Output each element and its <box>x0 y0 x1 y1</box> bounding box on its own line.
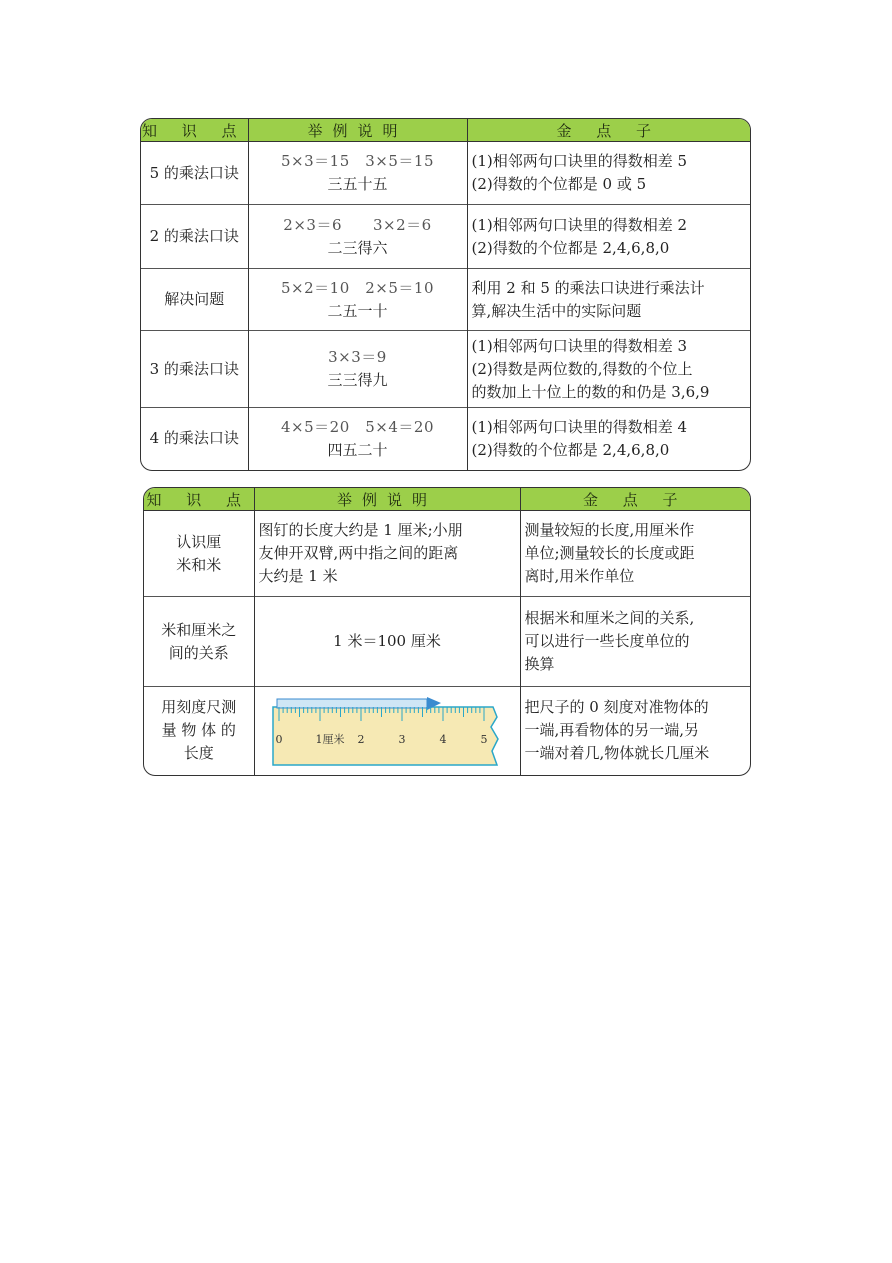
row-tips <box>520 511 750 597</box>
row-tips <box>467 331 750 408</box>
row-tips <box>467 269 750 331</box>
ruler-illustration <box>259 693 516 769</box>
example-line: 友伸开双臂,两中指之间的距离 <box>258 544 459 562</box>
tip-line: 把尺子的 0 刻度对准物体的 <box>524 698 709 717</box>
example-rhyme: 二五一十 <box>327 301 388 320</box>
example-rhyme: 四五二十 <box>327 440 388 459</box>
tip-line: 根据米和厘米之间的关系, <box>524 609 695 627</box>
ruler-label: 4 <box>439 732 447 746</box>
row-tips <box>520 687 750 775</box>
ruler-body <box>273 707 498 765</box>
row-example <box>254 597 520 687</box>
table-row <box>144 687 750 775</box>
topic-line: 米和厘米之 <box>161 620 237 639</box>
ruler-label: 0 <box>275 732 283 746</box>
header-example: 举例说明 <box>248 119 467 142</box>
row-tips <box>467 408 750 470</box>
topic-line: 米和米 <box>176 555 222 574</box>
table-row <box>141 142 750 205</box>
example-line: 1 米＝100 厘米 <box>333 632 441 650</box>
row-tips <box>520 597 750 687</box>
ruler-label: 3 <box>398 732 406 746</box>
tip-line: (1)相邻两句口诀里的得数相差 3 <box>471 336 688 355</box>
table-row <box>141 269 750 331</box>
example-rhyme: 三五十五 <box>327 175 388 193</box>
table-row <box>141 205 750 269</box>
topic-line: 量 物 体 的 <box>161 721 236 740</box>
tip-line: 可以进行一些长度单位的 <box>524 632 690 650</box>
row-topic: 2 的乘法口诀 <box>141 205 248 269</box>
tip-line: 一端,再看物体的另一端,另 <box>524 721 700 740</box>
row-topic <box>144 511 254 597</box>
example-formula: 2×3＝6 3×2＝6 <box>283 215 432 234</box>
row-example <box>248 205 467 269</box>
tip-line: 一端对着几,物体就长几厘米 <box>524 744 710 763</box>
example-formula: 5×3＝15 3×5＝15 <box>281 152 434 170</box>
ruler-diagram <box>271 693 503 769</box>
row-example <box>248 142 467 205</box>
example-formula: 5×2＝10 2×5＝10 <box>281 278 434 297</box>
tip-line: (2)得数的个位都是 2,4,6,8,0 <box>471 238 670 257</box>
row-example <box>248 408 467 470</box>
table-row <box>144 511 750 597</box>
example-rhyme: 三三得九 <box>327 371 388 389</box>
multiplication-table <box>140 118 751 471</box>
ruler-label: 2 <box>357 732 365 746</box>
table-row <box>141 408 750 470</box>
row-topic: 解决问题 <box>141 269 248 331</box>
length-units-table <box>143 487 751 776</box>
nail-shaft <box>277 699 427 708</box>
example-line: 图钉的长度大约是 1 厘米;小朋 <box>258 521 463 539</box>
row-example <box>254 687 520 775</box>
tip-line: (1)相邻两句口诀里的得数相差 4 <box>471 417 688 436</box>
tip-line: 单位;测量较长的长度或距 <box>524 544 695 562</box>
tip-line: 测量较短的长度,用厘米作 <box>524 521 695 539</box>
tip-line: 算,解决生活中的实际问题 <box>471 301 642 320</box>
ruler-label: 5 <box>480 732 488 746</box>
header-topic: 知 识 点 <box>144 488 254 511</box>
header-tips: 金 点 子 <box>520 488 750 511</box>
example-formula: 3×3＝9 <box>328 348 387 366</box>
row-topic: 5 的乘法口诀 <box>149 163 239 182</box>
tip-line: 的数加上十位上的数的和仍是 3,6,9 <box>471 382 710 401</box>
row-topic: 4 的乘法口诀 <box>141 408 248 470</box>
example-formula: 4×5＝20 5×4＝20 <box>281 417 434 436</box>
table-row <box>141 331 750 408</box>
ruler-label: 1厘米 <box>315 732 345 746</box>
row-example <box>248 331 467 408</box>
tip-line: 换算 <box>524 655 555 673</box>
header-example: 举例说明 <box>254 488 520 511</box>
row-topic: 3 的乘法口诀 <box>141 331 248 408</box>
row-example <box>248 269 467 331</box>
table-row <box>144 597 750 687</box>
header-topic: 知 识 点 <box>141 119 248 142</box>
tip-line: (2)得数的个位都是 0 或 5 <box>471 175 647 193</box>
example-line: 大约是 1 米 <box>258 567 338 585</box>
tip-line: 离时,用米作单位 <box>524 567 635 585</box>
row-tips <box>467 142 750 205</box>
example-rhyme: 二三得六 <box>327 238 388 257</box>
row-topic <box>144 687 254 775</box>
tip-line: 利用 2 和 5 的乘法口诀进行乘法计 <box>471 278 705 297</box>
topic-line: 认识厘 <box>176 532 222 551</box>
row-example <box>254 511 520 597</box>
tip-line: (2)得数是两位数的,得数的个位上 <box>471 359 693 378</box>
topic-line: 间的关系 <box>168 643 229 662</box>
tip-line: (1)相邻两句口诀里的得数相差 2 <box>471 215 688 234</box>
topic-line: 用刻度尺测 <box>161 698 237 717</box>
header-tips: 金 点 子 <box>467 119 750 142</box>
row-topic <box>144 597 254 687</box>
tip-line: (1)相邻两句口诀里的得数相差 5 <box>471 152 688 170</box>
tip-line: (2)得数的个位都是 2,4,6,8,0 <box>471 440 670 459</box>
topic-line: 长度 <box>183 744 214 763</box>
row-tips <box>467 205 750 269</box>
